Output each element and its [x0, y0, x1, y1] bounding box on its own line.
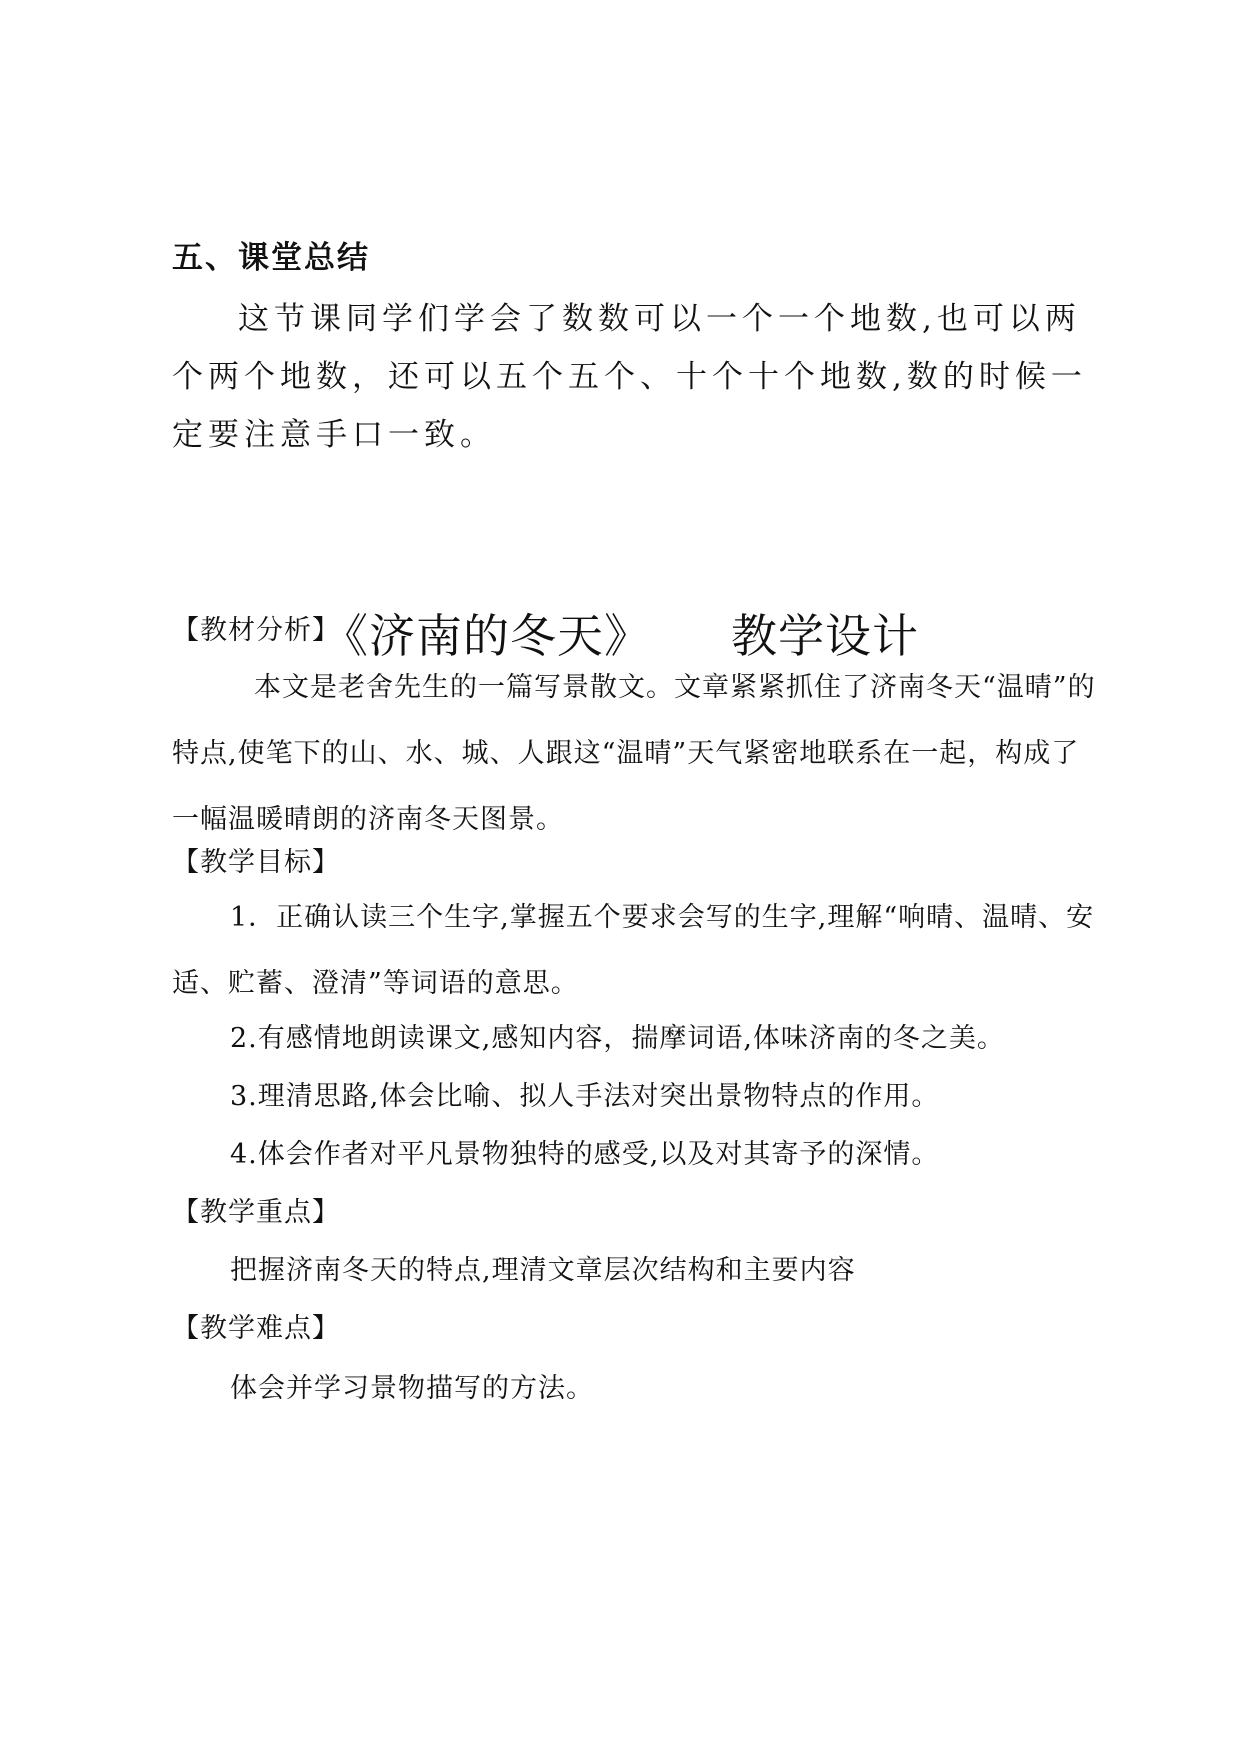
- key-points-text: 把握济南冬天的特点,理清文章层次结构和主要内容: [230, 1255, 856, 1286]
- difficulties-text: 体会并学习景物描写的方法。: [230, 1373, 594, 1404]
- objective-item-3: 3.理清思路,体会比喻、拟人手法对突出景物特点的作用。: [230, 1081, 940, 1112]
- objective-item-2: 2.有感情地朗读课文,感知内容，揣摩词语,体味济南的冬之美。: [230, 1023, 1005, 1054]
- lesson-title-name: 《济南的冬天》: [322, 609, 651, 663]
- analysis-text: 本文是老舍先生的一篇写景散文。文章紧紧抓住了济南冬天“温晴”的特点,使笔下的山、水、城、人跟这“温晴”天气紧密地联系在一起，构成了一幅温暖晴朗的济南冬天图景。: [172, 672, 1096, 835]
- analysis-paragraph: [172, 655, 1102, 853]
- summary-paragraph: [172, 290, 1092, 464]
- analysis-label: 【教材分析】: [172, 615, 340, 646]
- section-heading: 五、课堂总结: [172, 240, 370, 276]
- key-points-label: 【教学重点】: [172, 1197, 340, 1228]
- objective-item-1: [172, 885, 1102, 1017]
- objective-item-4: 4.体会作者对平凡景物独特的感受,以及对其寄予的深情。: [230, 1139, 940, 1170]
- lesson-title-suffix: 教学设计: [731, 609, 919, 663]
- difficulties-label: 【教学难点】: [172, 1313, 340, 1344]
- objective-text: 1．正确认读三个生字,掌握五个要求会写的生字,理解“响晴、温晴、安适、贮蓄、澄清”等词语的意思。: [172, 902, 1095, 999]
- summary-text: 这节课同学们学会了数数可以一个一个地数,也可以两个两个地数，还可以五个五个、十个十个地数,数的时候一定要注意手口一致。: [172, 301, 1087, 453]
- objectives-label: 【教学目标】: [172, 847, 340, 878]
